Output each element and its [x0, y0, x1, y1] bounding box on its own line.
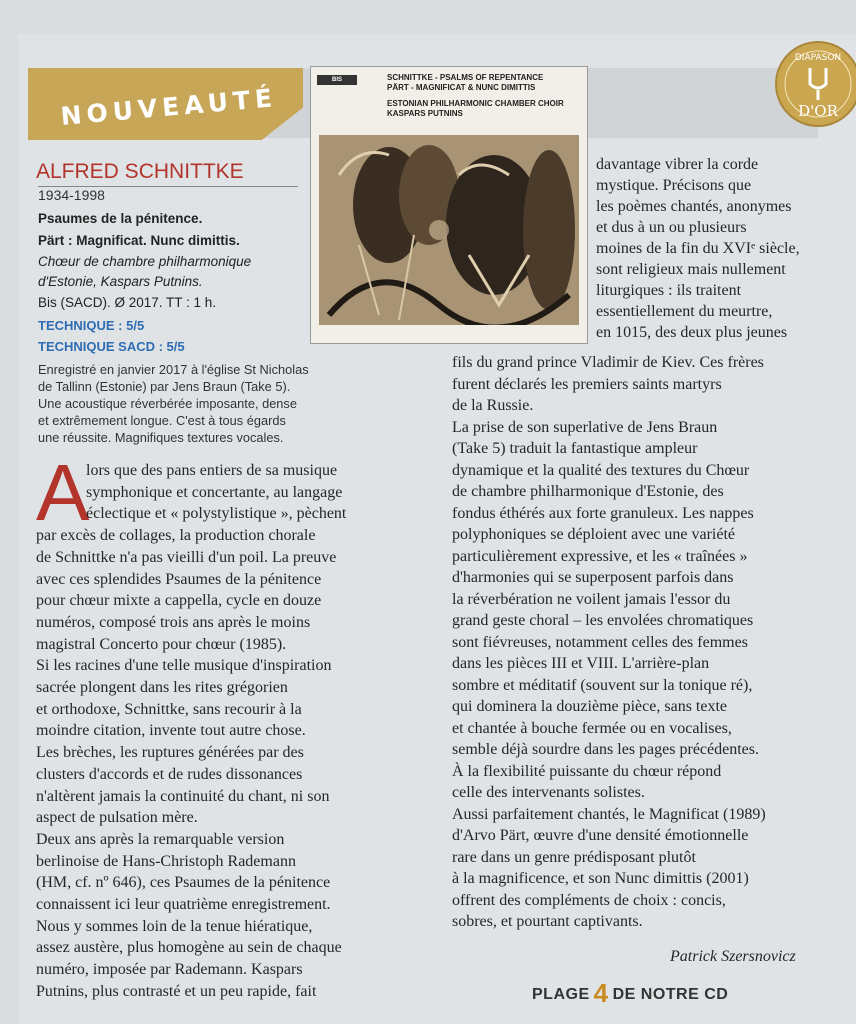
drop-cap: A [36, 448, 90, 537]
article-line: moines de la fin du XVIᵉ siècle, [596, 240, 800, 257]
composer-name: ALFRED SCHNITTKE [36, 160, 244, 183]
article-line: Putnins, plus contrasté et un peu rapide, fait [36, 982, 317, 1000]
article-line: n'altèrent jamais la continuité du chant, ni son [36, 787, 330, 805]
article-line: sont religieux mais nullement [596, 261, 786, 278]
technique-sacd-rating: TECHNIQUE SACD : 5/5 [38, 339, 185, 354]
technique-rating: TECHNIQUE : 5/5 [38, 318, 145, 333]
article-line: avec ces splendides Psaumes de la pénitence [36, 570, 322, 588]
article-line: sombre et méditatif (souvent sur la tonique ré), [452, 676, 753, 694]
article-line: offrent des compléments de choix : concis, [452, 891, 726, 909]
article-line: particulièrement expressive, et les « traînées » [452, 547, 748, 565]
plage-suffix: DE NOTRE CD [612, 986, 729, 1003]
article-line: en 1015, des deux plus jeunes [596, 324, 788, 341]
article-line: (HM, cf. nº 646), ces Psaumes de la pénitence [36, 874, 331, 892]
article-line: numéro, imposée par Rademann. Kaspars [36, 961, 303, 979]
article-line: numéros, composé trois ans après le moins [36, 613, 311, 631]
article-line: moindre citation, invente tout autre chose. [36, 722, 306, 740]
composer-dates: 1934-1998 [38, 187, 105, 203]
article-line: dynamique et la qualité des textures du Chœur [452, 461, 750, 479]
bis-logo: BIS [317, 75, 357, 85]
article-line: dans les pièces III et VIII. L'arrière-plan [452, 655, 710, 672]
article-line: magistral Concerto pour chœur (1985). [36, 635, 287, 653]
plage-number: 4 [593, 978, 609, 1008]
label-info: Bis (SACD). Ø 2017. TT : 1 h. [38, 295, 217, 310]
tech-note-line: Enregistré en janvier 2017 à l'église St Nicholas [38, 362, 309, 377]
work-title-1: Psaumes de la pénitence. [38, 211, 203, 226]
article-line: et dus à un ou plusieurs [596, 219, 747, 236]
article-line: Deux ans après la remarquable version [36, 830, 285, 848]
article-line: lors que des pans entiers de sa musique [86, 462, 338, 479]
cover-performer-1: ESTONIAN PHILHARMONIC CHAMBER CHOIR [387, 99, 564, 108]
seal-top-text: DIAPASON [794, 53, 842, 63]
article-line: (Take 5) traduit la fantastique ampleur [452, 440, 698, 457]
article-line: mystique. Précisons que [596, 177, 752, 194]
article-line: liturgiques : ils traitent [596, 282, 742, 299]
cd-track-reference [532, 978, 728, 1009]
article-line: grand geste choral – les envolées chromatiques [452, 612, 754, 629]
article-line: polyphoniques se déploient avec une variété [452, 526, 736, 543]
article-line: les poèmes chantés, anonymes [596, 198, 792, 215]
article-line: À la flexibilité puissante du chœur répond [452, 762, 722, 780]
article-line: et chantée à bouche fermée ou en vocalises, [452, 719, 732, 737]
section-label: NOUVEAUTÉ [59, 83, 279, 131]
article-line: aspect de pulsation mère. [36, 809, 198, 827]
article-line: symphonique et concertante, au langage [86, 483, 343, 501]
article-line: fondus éthérés aux forte granuleux. Les nappes [452, 504, 754, 522]
article-line: sobres, et pourtant captivants. [452, 913, 643, 930]
article-line: assez austère, plus homogène au sein de chaque [36, 939, 342, 957]
article-line: pour chœur mixte a cappella, cycle en douze [36, 592, 322, 610]
article-line: par excès de collages, la production chorale [36, 527, 316, 545]
performers-1: Chœur de chambre philharmonique [38, 254, 252, 269]
plage-label: PLAGE [532, 986, 590, 1003]
tech-note-line: et extrêmement longue. C'est à tous égards [38, 413, 286, 428]
article-line: essentiellement du meurtre, [596, 303, 773, 320]
article-line: clusters d'accords et de rudes dissonances [36, 765, 303, 783]
article-line: sont fiévreuses, notamment celles des femmes [452, 633, 748, 651]
work-title-2: Pärt : Magnificat. Nunc dimittis. [38, 233, 240, 248]
tech-note-line: une réussite. Magnifiques textures vocales. [38, 430, 284, 445]
cover-header [317, 73, 579, 117]
author-signature: Patrick Szersnovicz [670, 948, 796, 965]
cover-artwork-image [319, 135, 579, 325]
article-line: de la Russie. [452, 397, 534, 414]
article-line: éclectique et « polystylistique », pèchent [86, 505, 347, 523]
article-line: sacrée plongent dans les rites grégorien [36, 679, 288, 696]
seal-bottom-text: D'OR [798, 102, 838, 120]
article-line: fils du grand prince Vladimir de Kiev. Ces frères [452, 354, 764, 371]
article-line: d'harmonies qui se superposent parfois dans [452, 569, 734, 586]
tech-note-line: Une acoustique réverbérée imposante, dense [38, 396, 297, 411]
article-line: Si les racines d'une telle musique d'inspiration [36, 657, 332, 675]
article-line: la réverbération ne voilent jamais l'essor du [452, 590, 731, 608]
article-line: connaissent ici leur quatrième enregistrement. [36, 896, 331, 913]
cover-title-1: SCHNITTKE - PSALMS OF REPENTANCE [387, 73, 544, 82]
article-line: et orthodoxe, Schnittke, sans recourir à la [36, 700, 302, 718]
article-line: rare dans un genre prédisposant plutôt [452, 848, 696, 866]
album-cover [310, 66, 588, 344]
article-line: celle des intervenants solistes. [452, 784, 645, 801]
article-line: furent déclarés les premiers saints martyrs [452, 375, 722, 393]
article-line: Aussi parfaitement chantés, le Magnificat (1989) [452, 805, 766, 823]
article-line: semble déjà sourdre dans les pages précédentes. [452, 741, 759, 758]
article-line: davantage vibrer la corde [596, 156, 759, 173]
article-line: de chambre philharmonique d'Estonie, des [452, 483, 724, 500]
article-line: berlinoise de Hans-Christoph Rademann [36, 852, 296, 870]
article-line: d'Arvo Pärt, œuvre d'une densité émotionnelle [452, 827, 749, 844]
performers-2: d'Estonie, Kaspars Putnins. [38, 274, 203, 289]
article-line: à la magnificence, et son Nunc dimittis (2001) [452, 870, 749, 887]
cover-performer-2: KASPARS PUTNINS [387, 109, 463, 118]
diapason-dor-seal-icon [774, 40, 856, 128]
article-line: La prise de son superlative de Jens Braun [452, 418, 718, 436]
article-line: qui dominera la douzième pièce, sans texte [452, 698, 728, 715]
article-line: Nous y sommes loin de la tenue hiératique, [36, 917, 313, 935]
article-line: de Schnittke n'a pas vieilli d'un poil. La preuve [36, 548, 337, 566]
tech-note-line: de Tallinn (Estonie) par Jens Braun (Take 5). [38, 379, 291, 394]
cover-title-2: PÄRT - MAGNIFICAT & NUNC DIMITTIS [387, 83, 536, 92]
article-line: Les brèches, les ruptures générées par des [36, 744, 304, 762]
